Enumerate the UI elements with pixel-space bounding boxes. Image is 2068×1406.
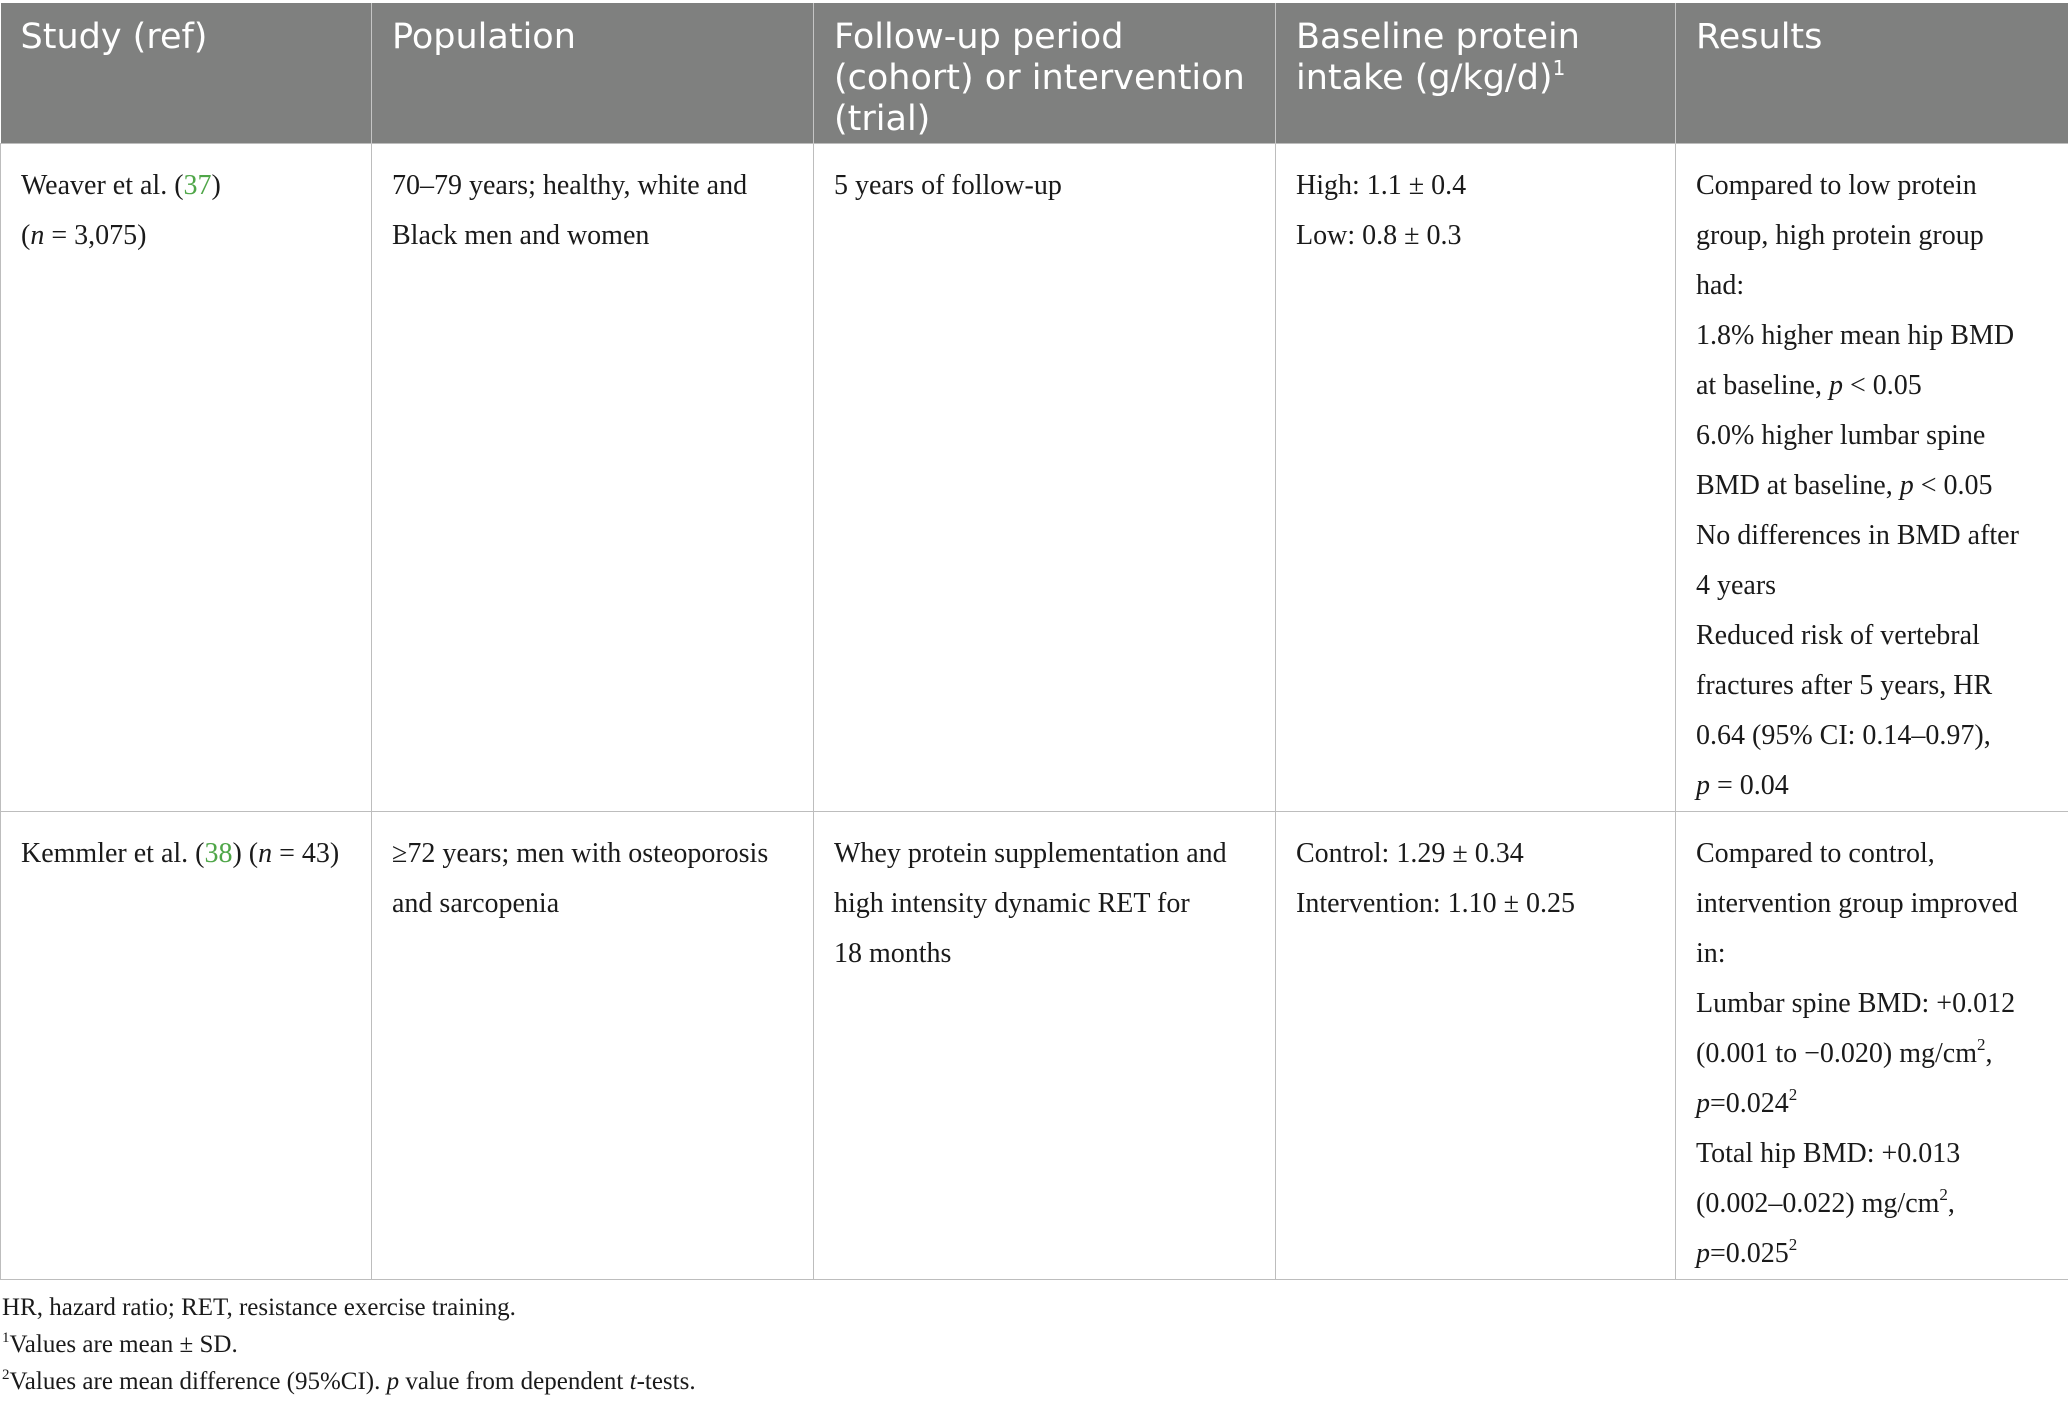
baseline-line: High: 1.1 ± 0.4 <box>1296 169 1467 201</box>
header-followup-line: Follow-up period <box>834 17 1124 57</box>
results-line: Reduced risk of vertebral <box>1696 619 1980 651</box>
p-symbol: p <box>386 1368 400 1395</box>
baseline-line: Low: 0.8 ± 0.3 <box>1296 219 1462 251</box>
results-text: (0.002–0.022) mg/cm <box>1696 1187 1940 1219</box>
footnote-text: -tests. <box>636 1368 696 1395</box>
table-footnotes <box>2 1289 696 1400</box>
sample-size-value: = 43) <box>272 837 340 869</box>
p-symbol: p <box>1696 769 1710 801</box>
results-line <box>1696 761 2050 811</box>
results-line <box>1696 1179 2050 1229</box>
footnote-marker: 1 <box>1552 56 1566 80</box>
header-baseline-line <box>1296 58 1657 99</box>
results-line <box>1696 1229 2050 1279</box>
p-symbol: p <box>1828 369 1843 401</box>
header-study-line: Study (ref) <box>20 17 208 57</box>
results-line: 6.0% higher lumbar spine <box>1696 419 1986 451</box>
cell-followup <box>814 811 1276 1279</box>
cell-study <box>1 143 372 811</box>
abbreviations-note: HR, hazard ratio; RET, resistance exercise training. <box>2 1294 516 1321</box>
superscript: 2 <box>1976 1034 1986 1054</box>
results-line: 0.64 (95% CI: 0.14–0.97), <box>1696 719 1991 751</box>
baseline-line: Intervention: 1.10 ± 0.25 <box>1296 887 1575 919</box>
study-sample-size <box>21 211 353 261</box>
study-author: Kemmler et al. ( <box>21 837 205 869</box>
cell-results <box>1676 811 2068 1279</box>
header-population-line: Population <box>392 17 576 57</box>
results-line: Total hip BMD: +0.013 <box>1696 1137 1961 1169</box>
footnote-text: value from dependent <box>399 1368 630 1395</box>
footnote-marker: 2 <box>1788 1234 1798 1254</box>
punctuation: ) ( <box>232 837 259 869</box>
header-baseline-text: intake (g/kg/d) <box>1296 58 1553 98</box>
results-line <box>1696 461 2050 511</box>
results-line: group, high protein group <box>1696 219 1984 251</box>
cell-baseline <box>1276 143 1676 811</box>
footnote-marker: 2 <box>2 1367 10 1383</box>
study-author: Weaver et al. ( <box>21 169 184 201</box>
header-results <box>1676 3 2068 143</box>
footnote-text: Values are mean ± SD. <box>9 1331 238 1358</box>
followup-line: 5 years of follow-up <box>834 169 1062 201</box>
population-line: ≥72 years; men with osteoporosis <box>392 837 769 869</box>
population-line: and sarcopenia <box>392 887 560 919</box>
p-value: < 0.05 <box>1913 469 1993 501</box>
results-line: 1.8% higher mean hip BMD <box>1696 319 2015 351</box>
header-baseline <box>1276 3 1676 143</box>
cell-results <box>1676 143 2068 811</box>
followup-line: 18 months <box>834 937 952 969</box>
footnote-marker: 2 <box>1788 1084 1798 1104</box>
header-population <box>372 3 814 143</box>
punctuation: ) <box>211 169 221 201</box>
results-line: had: <box>1696 269 1745 301</box>
population-line: 70–79 years; healthy, white and <box>392 169 748 201</box>
superscript: 2 <box>1939 1184 1948 1204</box>
results-line: No differences in BMD after <box>1696 519 2019 551</box>
cell-baseline <box>1276 811 1676 1279</box>
p-value: = 0.04 <box>1710 769 1789 801</box>
header-row <box>1 3 2068 143</box>
p-value: =0.024 <box>1710 1087 1789 1119</box>
n-symbol: n <box>30 219 45 251</box>
results-line: intervention group improved <box>1696 887 2018 919</box>
study-table <box>0 3 2068 1280</box>
table-row <box>1 811 2068 1279</box>
p-symbol: p <box>1696 1087 1710 1119</box>
results-line: in: <box>1696 937 1726 969</box>
followup-line: Whey protein supplementation and <box>834 837 1227 869</box>
results-line <box>1696 1029 2050 1079</box>
results-text: at baseline, <box>1696 369 1829 401</box>
header-followup-line: (cohort) or intervention <box>834 58 1245 98</box>
p-symbol: p <box>1696 1237 1710 1269</box>
header-followup-line: (trial) <box>834 99 931 139</box>
results-line: Compared to low protein <box>1696 169 1977 201</box>
results-line <box>1696 1079 2050 1129</box>
results-text: (0.001 to −0.020) mg/cm <box>1696 1037 1977 1069</box>
cell-followup <box>814 143 1276 811</box>
footnote-1 <box>2 1326 696 1363</box>
p-symbol: p <box>1899 469 1914 501</box>
population-line: Black men and women <box>392 219 650 251</box>
results-line: Lumbar spine BMD: +0.012 <box>1696 987 2016 1019</box>
table-row <box>1 143 2068 811</box>
header-baseline-line: Baseline protein <box>1296 17 1580 57</box>
punctuation: , <box>1947 1187 1955 1219</box>
cell-study <box>1 811 372 1279</box>
results-text: BMD at baseline, <box>1696 469 1900 501</box>
reference-link[interactable]: 37 <box>183 169 212 201</box>
punctuation: ( <box>21 219 31 251</box>
punctuation: , <box>1985 1037 1993 1069</box>
results-line: Compared to control, <box>1696 837 1935 869</box>
footnote-2 <box>2 1363 696 1400</box>
followup-line: high intensity dynamic RET for <box>834 887 1190 919</box>
header-results-line: Results <box>1696 17 1823 57</box>
study-citation <box>21 161 353 211</box>
footnote-marker: 1 <box>2 1330 10 1346</box>
header-study <box>1 3 372 143</box>
cell-population <box>372 143 814 811</box>
results-line <box>1696 361 2050 411</box>
study-citation <box>21 829 353 879</box>
n-symbol: n <box>258 837 273 869</box>
cell-population <box>372 811 814 1279</box>
sample-size-value: = 3,075) <box>44 219 147 251</box>
results-line: fractures after 5 years, HR <box>1696 669 1993 701</box>
p-value: =0.025 <box>1710 1237 1789 1269</box>
results-line: 4 years <box>1696 569 1777 601</box>
data-table-container <box>0 3 2068 1280</box>
t-symbol: t <box>629 1368 637 1395</box>
footnote-text: Values are mean difference (95%CI). <box>9 1368 387 1395</box>
baseline-line: Control: 1.29 ± 0.34 <box>1296 837 1524 869</box>
header-followup <box>814 3 1276 143</box>
reference-link[interactable]: 38 <box>204 837 233 869</box>
p-value: < 0.05 <box>1842 369 1922 401</box>
